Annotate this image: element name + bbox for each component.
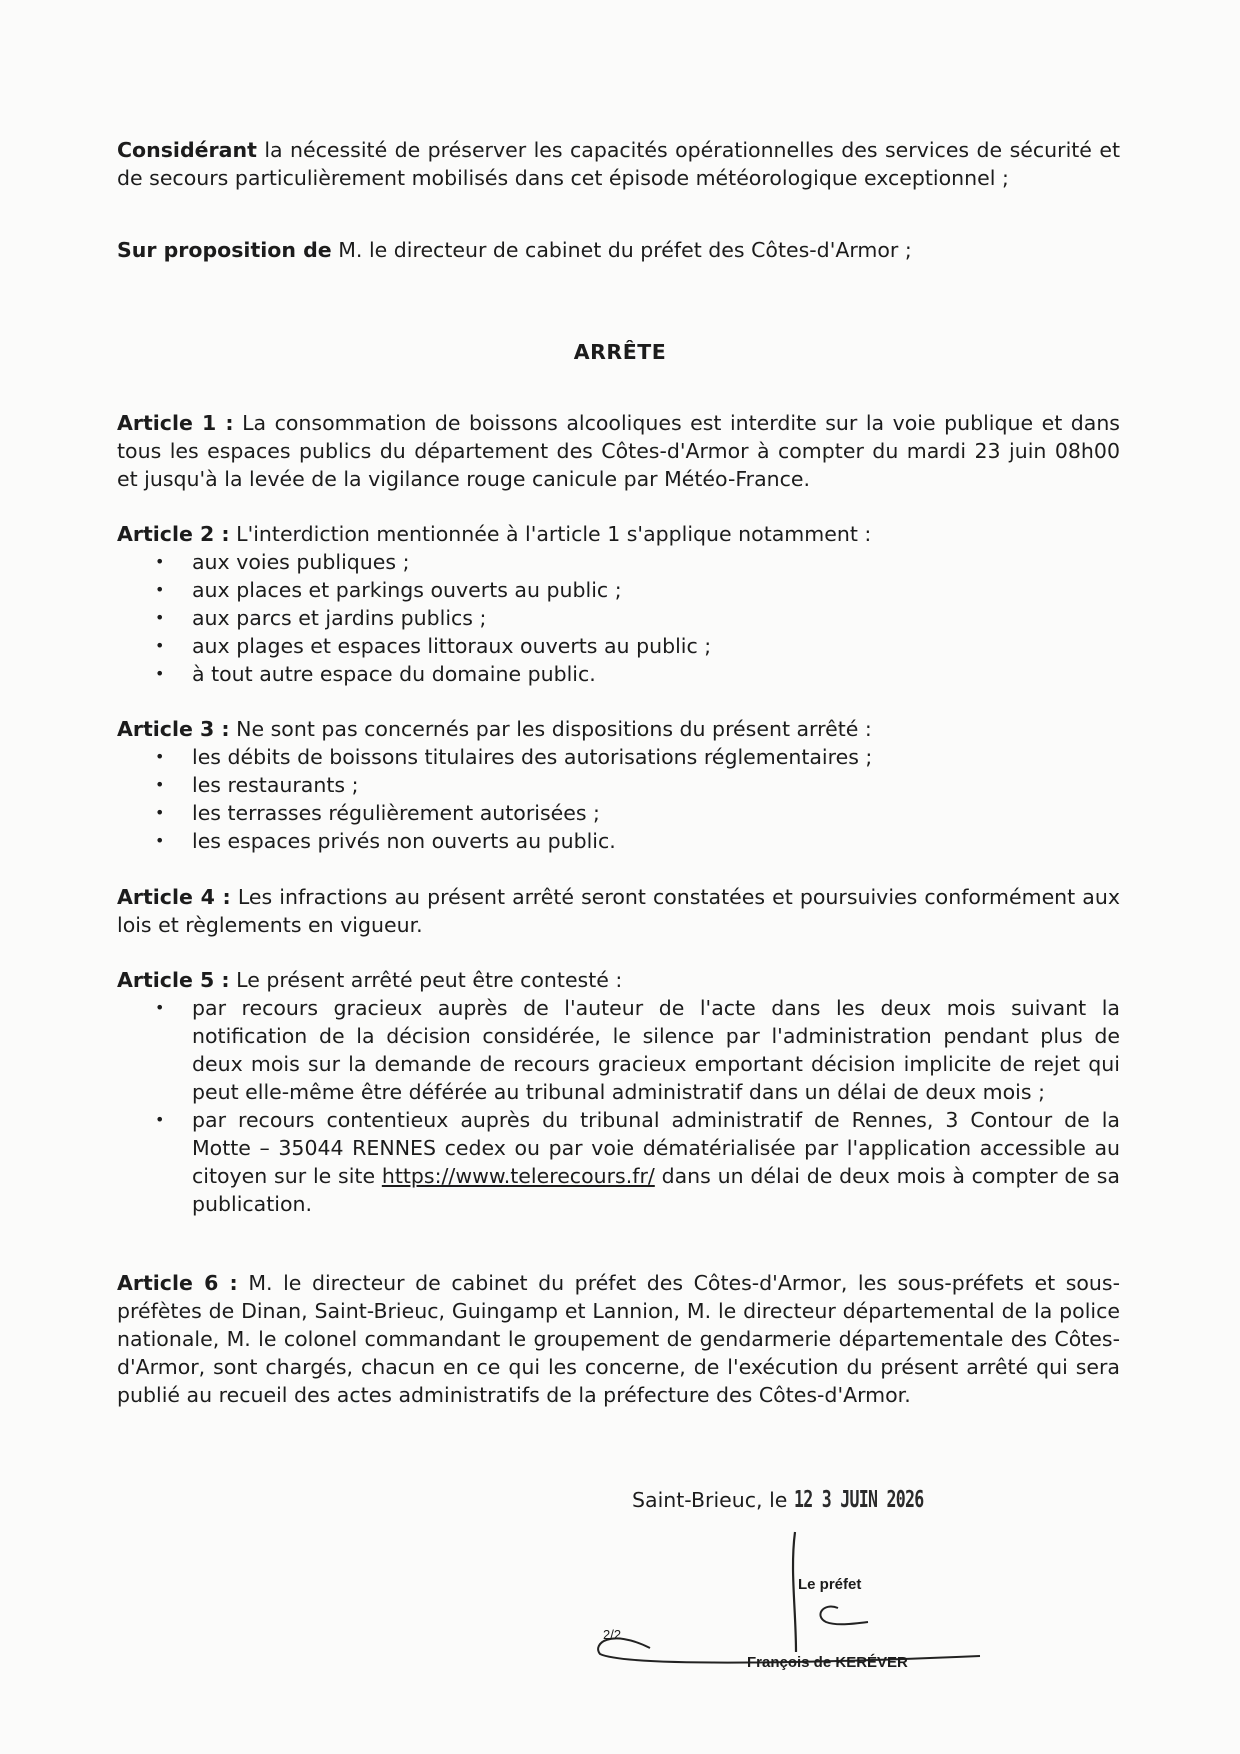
article-5-text: Le présent arrêté peut être contesté : (236, 968, 623, 992)
article-1 (117, 409, 1120, 493)
proposition-paragraph (117, 236, 1120, 264)
list-item: • les restaurants ; (117, 771, 1120, 799)
article-6 (117, 1269, 1120, 1409)
article-3-list (117, 743, 1120, 855)
considerant-text: la nécessité de préserver les capacités opérationnelles des services de sécurité et de secours particulièrement mobilisés dans cet épisode météorologique exceptionnel ; (117, 138, 1120, 190)
article-3-label: Article 3 : (117, 717, 230, 741)
place-date-prefix: Saint-Brieuc, le (632, 1488, 788, 1512)
article-5-intro (117, 966, 1120, 994)
signature-block (590, 1530, 1010, 1690)
article-2 (117, 520, 1120, 688)
article-5 (117, 966, 1120, 1218)
article-4 (117, 883, 1120, 939)
article-2-text: L'interdiction mentionnée à l'article 1 s'applique notamment : (236, 522, 872, 546)
article-1-label: Article 1 : (117, 411, 234, 435)
article-5-list (117, 994, 1120, 1218)
list-item (117, 1106, 1120, 1218)
signatory-name: François de KERÉVER (747, 1654, 908, 1671)
list-item: • par recours gracieux auprès de l'auteur de l'acte dans les deux mois suivant la notification de la décision considérée, le silence par l'administration pendant plus de deux mois sur la demande de recours gracieux emportant décision implicite de rejet qui peut elle-même être déférée au tribunal administratif dans un délai de deux mois ; (117, 994, 1120, 1106)
arrete-title: ARRÊTE (573, 340, 667, 364)
list-item: • aux parcs et jardins publics ; (117, 604, 1120, 632)
article-3-text: Ne sont pas concernés par les dispositions du présent arrêté : (236, 717, 872, 741)
considerant-lead: Considérant (117, 138, 257, 162)
article-4-text: Les infractions au présent arrêté seront constatées et poursuivies conformément aux lois et règlements en vigueur. (117, 885, 1120, 937)
proposition-lead: Sur proposition de (117, 238, 332, 262)
list-item: • à tout autre espace du domaine public. (117, 660, 1120, 688)
considerant-paragraph (117, 136, 1120, 192)
recours-contentieux-text: par recours contentieux auprès du tribunal administratif de Rennes, 3 Contour de la Motte – 35044 RENNES cedex ou par voie dématérialisée par l'application accessible au citoyen sur le site (192, 1108, 1120, 1188)
list-item: • les espaces privés non ouverts au public. (117, 827, 1120, 855)
article-2-list (117, 548, 1120, 688)
list-item: • aux voies publiques ; (117, 548, 1120, 576)
date-stamp: 12 3 JUIN 2026 (793, 1487, 924, 1513)
list-item: • les terrasses régulièrement autorisées ; (117, 799, 1120, 827)
article-5-label: Article 5 : (117, 968, 230, 992)
proposition-text: M. le directeur de cabinet du préfet des Côtes-d'Armor ; (338, 238, 912, 262)
article-1-text: La consommation de boissons alcooliques est interdite sur la voie publique et dans tous les espaces publics du département des Côtes-d'Armor à compter du mardi 23 juin 08h00 et jusqu'à la levée de la vigilance rouge canicule par Météo-France. (117, 411, 1120, 491)
article-2-label: Article 2 : (117, 522, 230, 546)
signatory-title: Le préfet (798, 1576, 862, 1593)
article-2-intro (117, 520, 1120, 548)
article-6-label: Article 6 : (117, 1271, 238, 1295)
article-4-label: Article 4 : (117, 885, 231, 909)
recours-contentieux-delay: dans un délai de deux mois à compter de sa publication. (192, 1164, 1120, 1216)
list-item: • les débits de boissons titulaires des autorisations réglementaires ; (117, 743, 1120, 771)
telerecours-link[interactable]: https://www.telerecours.fr/ (381, 1164, 655, 1188)
article-3-intro (117, 715, 1120, 743)
list-item: • aux plages et espaces littoraux ouverts au public ; (117, 632, 1120, 660)
list-item: • aux places et parkings ouverts au public ; (117, 576, 1120, 604)
article-3 (117, 715, 1120, 855)
page-number: 2/2 (603, 1627, 622, 1642)
place-date-line (632, 1487, 974, 1513)
article-6-text: M. le directeur de cabinet du préfet des Côtes-d'Armor, les sous-préfets et sous-préfètes de Dinan, Saint-Brieuc, Guingamp et Lannion, M. le directeur départemental de la police nationale, M. le colonel commandant le groupement de gendarmerie départementale des Côtes-d'Armor, sont chargés, chacun en ce qui les concerne, de l'exécution du présent arrêté qui sera publié au recueil des actes administratifs de la préfecture des Côtes-d'Armor. (117, 1271, 1121, 1407)
